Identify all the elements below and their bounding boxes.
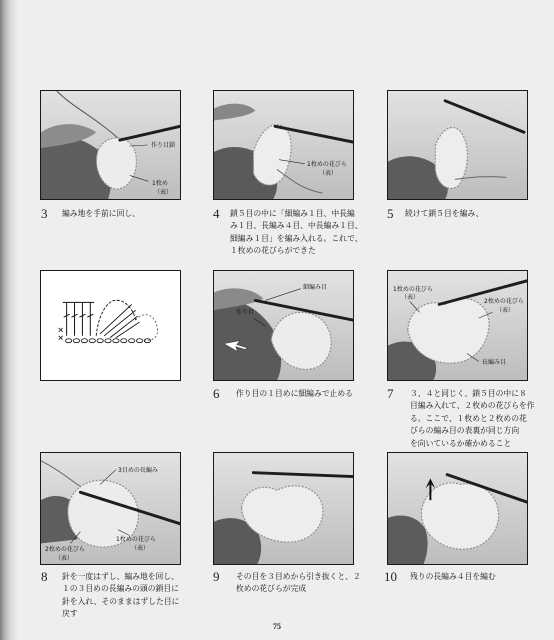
- step-caption: [410, 388, 550, 450]
- photo-label: 2枚めの花びら: [484, 298, 524, 305]
- photo-step-8: [40, 452, 181, 565]
- photo-step-6: [213, 270, 354, 381]
- photo-label: 3目めの長編み: [118, 467, 158, 474]
- caption-line: 枚めの花びらが完成: [236, 584, 307, 594]
- photo-label: 1枚めの花びら: [393, 286, 433, 293]
- step-caption: [236, 571, 376, 596]
- crochet-hook: [445, 101, 524, 132]
- step-number: 6: [213, 386, 220, 401]
- step-caption: [405, 208, 545, 220]
- caption-line: 作り目の１目めに細編みで止める: [236, 389, 353, 398]
- step-caption: [410, 571, 550, 583]
- step-number: 3: [41, 206, 48, 221]
- caption-line: 目編み入れて、２枚めの花びらを作: [410, 401, 535, 411]
- crochet-piece: [435, 128, 467, 189]
- caption-line: ３、４と同じく、鎖５目の中に８: [410, 389, 527, 398]
- photo-label: 1枚めの花びら: [116, 536, 156, 543]
- step-number: 10: [384, 569, 397, 584]
- photo-label: （表）: [319, 170, 338, 177]
- hand: [388, 516, 428, 564]
- photo-label: 1枚めの花びら: [307, 161, 347, 168]
- caption-line: びらの編み目の表裏が同じ方向: [410, 426, 520, 436]
- caption-line: 残りの長編み４目を編む: [410, 572, 496, 581]
- petal-outline: [96, 300, 157, 340]
- photo-label: （表）: [401, 294, 420, 301]
- caption-line: 針を一度はずし、編み地を回し、: [62, 572, 179, 581]
- page-binding-shadow: [0, 0, 18, 640]
- step-number: 8: [41, 569, 48, 584]
- photo-label: 作り目: [236, 309, 255, 316]
- step-caption: [62, 208, 197, 220]
- photo-step-9: [213, 452, 354, 565]
- step-number: 9: [213, 569, 220, 584]
- step-number: 7: [387, 386, 394, 401]
- photo-step-5: [387, 90, 528, 200]
- caption-line: 編み地を手前に回し、: [62, 209, 140, 218]
- photo-label: 作り目鎖: [151, 142, 176, 149]
- photo-label: （表）: [131, 545, 150, 552]
- caption-line: 鎖５目の中に「細編み１目、中長編: [230, 209, 355, 218]
- photo-label: （表）: [154, 189, 173, 196]
- step-caption: [236, 388, 376, 400]
- step-caption: [62, 571, 202, 621]
- caption-line: を向いているか確かめること: [410, 438, 512, 448]
- crochet-piece: [421, 483, 498, 549]
- caption-line: その目を３目めから引き抜くと、２: [236, 572, 361, 581]
- photo-label: 細編み目: [303, 284, 328, 291]
- crochet-chart-diagram: [40, 270, 181, 381]
- photo-label: （表）: [496, 307, 515, 314]
- caption-line: み１目、長編み４目、中長編み１目、: [230, 221, 363, 231]
- step-caption: [230, 208, 370, 258]
- page-number: 75: [273, 622, 281, 631]
- caption-line: １枚めの花びらができた: [230, 246, 316, 256]
- caption-line: 細編み１目」を編み入れる。これで、: [230, 233, 363, 243]
- photo-step-10: [387, 452, 528, 565]
- step-number: 5: [387, 206, 394, 221]
- photo-label: （表）: [55, 555, 74, 562]
- photo-step-4: [213, 90, 354, 200]
- photo-label: 長編み目: [482, 359, 507, 366]
- photo-step-3: [40, 90, 181, 200]
- photo-label: 1枚め: [152, 180, 168, 187]
- double-crochet-symbols: [63, 302, 95, 335]
- caption-line: １の３目めの長編みの頭の鎖目に: [62, 584, 179, 594]
- caption-line: 針を入れ、そのままはずした目に: [62, 596, 180, 606]
- crochet-hook: [253, 473, 353, 477]
- photo-step-7: [387, 270, 528, 381]
- caption-line: 続けて鎖５目を編み、: [405, 209, 484, 218]
- yarn-strand: [41, 461, 80, 487]
- photo-label: 2枚めの花びら: [45, 546, 85, 553]
- caption-line: る。ここで、１枚めと２枚めの花: [410, 413, 527, 423]
- step-number: 4: [213, 206, 220, 221]
- caption-line: 戻す: [62, 609, 78, 619]
- crochet-hook: [120, 126, 180, 140]
